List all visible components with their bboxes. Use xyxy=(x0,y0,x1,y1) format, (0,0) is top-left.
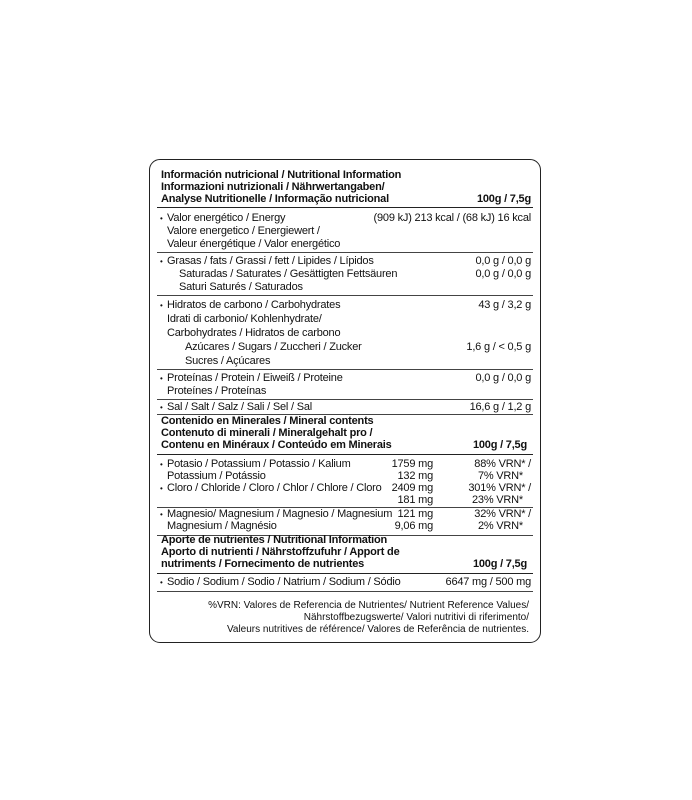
sugars-line-2: Sucres / Açúcares xyxy=(185,355,271,367)
header-per-serving: 100g / 7,5g xyxy=(476,193,531,205)
footnote-line-2: Nährstoffbezugswerte/ Valori nutritivi di riferimento/ xyxy=(303,612,529,623)
carbs-row: • Hidratos de carbono / Carbohydrates 43 g / 3,2 g xyxy=(161,299,531,312)
energy-value: (909 kJ) 213 kcal / (68 kJ) 16 kcal xyxy=(373,212,531,224)
sodium-value: 6647 mg / 500 mg xyxy=(445,576,531,588)
header-line-3: Analyse Nutritionelle / Informação nutricional 100g / 7,5g xyxy=(161,193,531,205)
potassium-value: 1759 mg xyxy=(391,458,433,470)
chloride-vrn: 301% VRN* / xyxy=(468,482,531,494)
carbs-line-2: Idrati di carbonio/ Kohlenhydrate/ xyxy=(167,313,322,325)
protein-line-2: Proteínes / Proteínas xyxy=(167,385,267,397)
saturates-line-2: Saturi Saturés / Saturados xyxy=(179,281,303,293)
divider xyxy=(157,591,533,592)
protein-row: • Proteínas / Protein / Eiweiß / Proteine 0,0 g / 0,0 g xyxy=(161,372,531,385)
minerals-header-line-1: Contenido en Minerales / Mineral contents xyxy=(161,415,374,427)
nutrients-divider xyxy=(157,573,533,574)
potassium-serving-value: 132 mg xyxy=(397,470,433,482)
minerals-header-line-3: Contenu en Minéraux / Conteúdo em Minerais 100g / 7,5g xyxy=(161,439,527,451)
chloride-serving-value: 181 mg xyxy=(397,494,433,506)
salt-value: 16,6 g / 1,2 g xyxy=(469,401,531,413)
divider xyxy=(157,369,533,370)
potassium-serving-vrn: 7% VRN* xyxy=(477,470,523,482)
nutrients-header-line-1: Aporte de nutrientes / Nutritional Information xyxy=(161,534,388,546)
energy-row: • Valor energético / Energy (909 kJ) 213 kcal / (68 kJ) 16 kcal xyxy=(161,212,531,225)
header-divider xyxy=(157,207,533,208)
potassium-line-2: Potassium / Potássio 132 mg 7% VRN* xyxy=(167,470,523,482)
footnote-line-1: %VRN: Valores de Referencia de Nutrientes/ Nutrient Reference Values/ xyxy=(208,600,529,611)
chloride-line-2 xyxy=(161,494,531,507)
minerals-per-serving: 100g / 7,5g xyxy=(472,439,527,451)
sugars-row: Azúcares / Sugars / Zuccheri / Zucker 1,6 g / < 0,5 g xyxy=(185,341,531,353)
chloride-row: • Cloro / Chloride / Cloro / Chlor / Chlore / Cloro 2409 mg 301% VRN* / xyxy=(161,482,531,495)
chloride-serving-vrn: 23% VRN* xyxy=(472,494,523,506)
sugars-value: 1,6 g / < 0,5 g xyxy=(466,341,531,353)
saturates-row: Saturadas / Saturates / Gesättigten Fettsäuren 0,0 g / 0,0 g xyxy=(179,268,531,280)
divider xyxy=(157,399,533,400)
salt-row: • Sal / Salt / Salz / Sali / Sel / Sal 16,6 g / 1,2 g xyxy=(161,401,531,414)
magnesium-row: • Magnesio/ Magnesium / Magnesio / Magnesium 121 mg 32% VRN* / xyxy=(161,508,531,521)
footnote-line-3: Valeurs nutritives de référence/ Valores de Referência de nutrientes. xyxy=(226,624,529,635)
carbs-value: 43 g / 3,2 g xyxy=(478,299,531,311)
minerals-header-line-2: Contenuto di minerali / Mineralgehalt pro / xyxy=(161,427,373,439)
energy-line-3: Valeur énergétique / Valor energético xyxy=(167,238,341,250)
potassium-row: • Potasio / Potassium / Potassio / Kalium 1759 mg 88% VRN* / xyxy=(161,458,531,471)
divider xyxy=(157,252,533,253)
nutrients-header-line-2: Aporto di nutrienti / Nährstoffzufuhr / Apport de xyxy=(161,546,400,558)
saturates-value: 0,0 g / 0,0 g xyxy=(475,268,531,280)
magnesium-line-2: Magnesium / Magnésio 9,06 mg 2% VRN* xyxy=(167,520,523,532)
magnesium-serving-value: 9,06 mg xyxy=(394,520,433,532)
protein-value: 0,0 g / 0,0 g xyxy=(475,372,531,384)
potassium-vrn: 88% VRN* / xyxy=(474,458,531,470)
header-line-2: Informazioni nutrizionali / Nährwertangaben/ xyxy=(161,181,385,193)
magnesium-serving-vrn: 2% VRN* xyxy=(477,520,523,532)
divider xyxy=(157,295,533,296)
carbs-line-3: Carbohydrates / Hidratos de carbono xyxy=(167,327,341,339)
nutrients-per-serving: 100g / 7,5g xyxy=(472,558,527,570)
fat-value: 0,0 g / 0,0 g xyxy=(475,255,531,267)
chloride-value: 2409 mg xyxy=(391,482,433,494)
energy-line-2: Valore energetico / Energiewert / xyxy=(167,225,320,237)
minerals-divider xyxy=(157,454,533,455)
sodium-row: • Sodio / Sodium / Sodio / Natrium / Sodium / Sódio 6647 mg / 500 mg xyxy=(161,576,531,589)
fat-row: • Grasas / fats / Grassi / fett / Lipides / Lípidos 0,0 g / 0,0 g xyxy=(161,255,531,268)
magnesium-vrn: 32% VRN* / xyxy=(474,508,531,520)
nutrients-header-line-3: nutriments / Fornecimento de nutrientes 100g / 7,5g xyxy=(161,558,527,570)
nutrition-label xyxy=(149,159,541,643)
header-line-1: Información nutricional / Nutritional Information xyxy=(161,169,402,181)
magnesium-value: 121 mg xyxy=(397,508,433,520)
